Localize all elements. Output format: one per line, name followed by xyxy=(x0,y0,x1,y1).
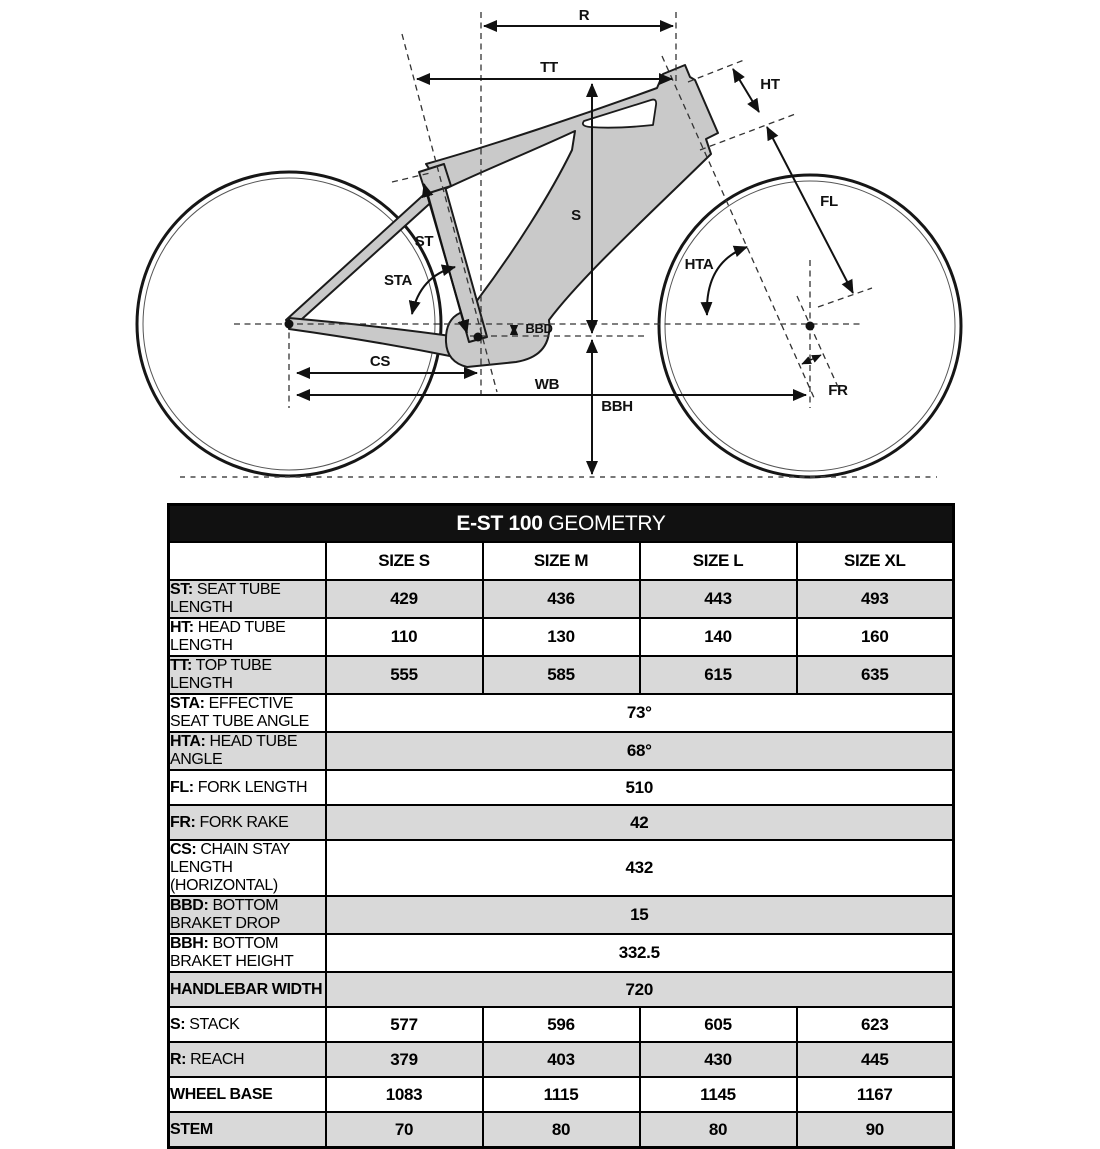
column-header-empty xyxy=(169,542,326,580)
cell-value: 130 xyxy=(483,618,640,656)
cell-value: 635 xyxy=(797,656,954,694)
cell-value: 430 xyxy=(640,1042,797,1077)
table-row xyxy=(169,1007,954,1042)
cell-value-span: 432 xyxy=(326,840,954,896)
cell-value-span: 332.5 xyxy=(326,934,954,972)
row-label-text: BOTTOM BRAKET HEIGHT xyxy=(170,935,294,970)
table-column-header-row xyxy=(169,542,954,580)
row-label xyxy=(169,896,326,934)
steering-axis xyxy=(662,56,815,400)
row-label-text: HEAD TUBE ANGLE xyxy=(170,733,298,768)
cell-value: 615 xyxy=(640,656,797,694)
label-stack: S xyxy=(571,207,581,224)
column-header-size-xl: SIZE XL xyxy=(797,542,954,580)
row-label-text: STACK xyxy=(185,1015,240,1033)
row-label xyxy=(169,840,326,896)
label-top-tube: TT xyxy=(540,59,558,76)
cell-value: 80 xyxy=(483,1112,640,1148)
cell-value: 443 xyxy=(640,580,797,618)
label-fork-rake: FR xyxy=(828,382,848,399)
bottom-bracket-dot xyxy=(474,333,483,342)
cell-value-span: 510 xyxy=(326,770,954,805)
cell-value: 436 xyxy=(483,580,640,618)
label-seat-angle: STA xyxy=(384,272,412,289)
row-label xyxy=(169,618,326,656)
cell-value: 140 xyxy=(640,618,797,656)
cell-value: 1145 xyxy=(640,1077,797,1112)
row-label xyxy=(169,1042,326,1077)
row-label-prefix: HT: xyxy=(170,619,194,636)
cell-value: 403 xyxy=(483,1042,640,1077)
table-title-suffix: GEOMETRY xyxy=(542,511,666,535)
row-label-text: EFFECTIVE SEAT TUBE ANGLE xyxy=(170,695,309,730)
table-row xyxy=(169,1077,954,1112)
rear-axle-dot xyxy=(285,320,294,329)
column-header-size-s: SIZE S xyxy=(326,542,483,580)
cell-value: 90 xyxy=(797,1112,954,1148)
table-row xyxy=(169,1112,954,1148)
cell-value: 429 xyxy=(326,580,483,618)
table-row xyxy=(169,580,954,618)
cell-value: 555 xyxy=(326,656,483,694)
row-label-prefix: BBH: xyxy=(170,935,209,952)
row-label-prefix: HTA: xyxy=(170,733,206,750)
table-row xyxy=(169,934,954,972)
table-row xyxy=(169,770,954,805)
head-tube-top-tick xyxy=(688,60,744,82)
table-row xyxy=(169,896,954,934)
row-label-prefix: FL: xyxy=(170,778,194,796)
cell-value: 623 xyxy=(797,1007,954,1042)
row-label xyxy=(169,770,326,805)
row-label-prefix: BBD: xyxy=(170,897,209,914)
row-label-text: HEAD TUBE LENGTH xyxy=(170,619,286,654)
label-bb-drop: BBD xyxy=(525,321,553,336)
label-seat-tube: ST xyxy=(414,233,434,250)
row-label-text: FORK RAKE xyxy=(195,813,289,831)
label-reach: R xyxy=(578,7,590,24)
row-label-prefix: CS: xyxy=(170,841,197,858)
cell-value: 596 xyxy=(483,1007,640,1042)
table-row xyxy=(169,805,954,840)
cell-value: 1167 xyxy=(797,1077,954,1112)
row-label xyxy=(169,934,326,972)
label-head-angle: HTA xyxy=(684,256,714,273)
geometry-table xyxy=(167,503,955,1149)
fork-length-arrow xyxy=(767,127,853,293)
table-row xyxy=(169,656,954,694)
label-head-tube: HT xyxy=(760,76,780,93)
row-label-text: TOP TUBE LENGTH xyxy=(170,657,272,692)
table-row xyxy=(169,1042,954,1077)
row-label-text: REACH xyxy=(186,1050,245,1068)
row-label-text: CHAIN STAY LENGTH (HORIZONTAL) xyxy=(170,841,290,894)
fork-end-tick xyxy=(818,288,872,307)
row-label-prefix: S: xyxy=(170,1015,186,1033)
label-bb-height: BBH xyxy=(601,398,633,415)
row-label-prefix: STA: xyxy=(170,695,205,712)
cell-value: 70 xyxy=(326,1112,483,1148)
row-label-prefix: WHEEL BASE xyxy=(170,1085,273,1103)
label-chain-stay: CS xyxy=(369,353,391,370)
row-label-prefix: STEM xyxy=(170,1120,213,1138)
cell-value: 1115 xyxy=(483,1077,640,1112)
row-label-prefix: R: xyxy=(170,1050,187,1068)
table-title-model: E-ST 100 xyxy=(456,511,543,535)
table-title-row xyxy=(169,505,954,543)
row-label xyxy=(169,580,326,618)
cell-value: 160 xyxy=(797,618,954,656)
table-row xyxy=(169,840,954,896)
table-row xyxy=(169,972,954,1007)
row-label xyxy=(169,1007,326,1042)
table-title xyxy=(169,505,954,543)
column-header-size-m: SIZE M xyxy=(483,542,640,580)
row-label xyxy=(169,694,326,732)
cell-value: 445 xyxy=(797,1042,954,1077)
fork-rake-arrow xyxy=(802,355,821,364)
table-row xyxy=(169,618,954,656)
cell-value: 379 xyxy=(326,1042,483,1077)
cell-value-span: 720 xyxy=(326,972,954,1007)
cell-value-span: 42 xyxy=(326,805,954,840)
bike-frame xyxy=(286,65,718,367)
row-label-prefix: FR: xyxy=(170,813,196,831)
row-label-prefix: HANDLEBAR WIDTH xyxy=(170,980,323,998)
cell-value-span: 15 xyxy=(326,896,954,934)
row-label-text: SEAT TUBE LENGTH xyxy=(170,581,281,616)
cell-value-span: 73° xyxy=(326,694,954,732)
label-fork-length: FL xyxy=(820,193,838,210)
cell-value: 110 xyxy=(326,618,483,656)
column-header-size-l: SIZE L xyxy=(640,542,797,580)
row-label xyxy=(169,732,326,770)
table-row xyxy=(169,694,954,732)
cell-value: 605 xyxy=(640,1007,797,1042)
row-label xyxy=(169,805,326,840)
geometry-table-container xyxy=(167,503,955,1149)
row-label-prefix: ST: xyxy=(170,581,193,598)
cell-value: 577 xyxy=(326,1007,483,1042)
cell-value: 80 xyxy=(640,1112,797,1148)
row-label-prefix: TT: xyxy=(170,657,192,674)
cell-value: 1083 xyxy=(326,1077,483,1112)
cell-value: 585 xyxy=(483,656,640,694)
cell-value: 493 xyxy=(797,580,954,618)
front-axle-dot xyxy=(806,322,815,331)
row-label xyxy=(169,972,326,1007)
row-label xyxy=(169,1077,326,1112)
table-row xyxy=(169,732,954,770)
row-label-text: FORK LENGTH xyxy=(193,778,308,796)
row-label xyxy=(169,656,326,694)
row-label xyxy=(169,1112,326,1148)
cell-value-span: 68° xyxy=(326,732,954,770)
bike-geometry-diagram xyxy=(0,0,1100,500)
label-wheel-base: WB xyxy=(534,376,560,393)
head-tube-arrow xyxy=(733,69,759,112)
row-label-text: BOTTOM BRAKET DROP xyxy=(170,897,280,932)
